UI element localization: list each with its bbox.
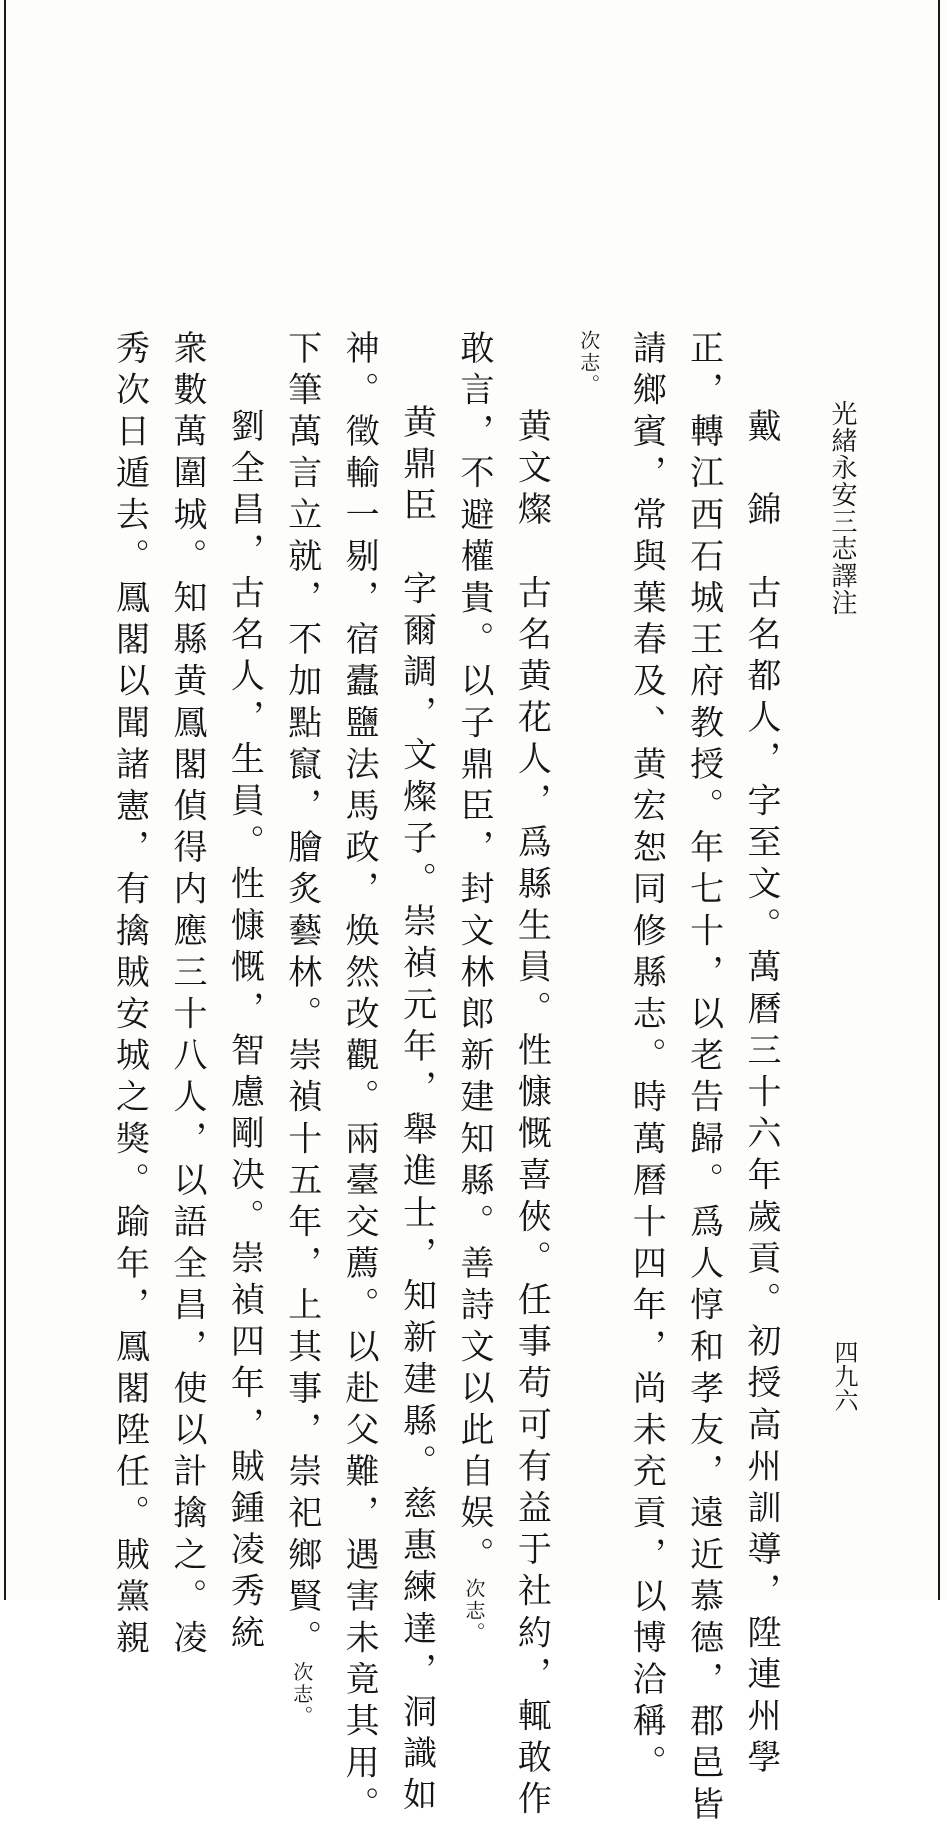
text-column-5 [502,330,559,1823]
column-text: 黄鼎臣 字爾調，文燦子。崇禎元年，舉進士，知新建縣。慈惠練達，洞識如 [396,404,437,1819]
column-text: 下筆萬言立就，不加點竄，膾炙藝林。崇禎十五年，上其事，崇祀鄉賢。 [281,330,322,1662]
column-text: 神。徵輸一剔，宿蠹鹽法馬政，焕然改觀。兩臺交薦。以赴父難，遇害未竟其用。 [339,330,380,1828]
column-text: 戴 錦 古名都人，字至文。萬曆三十六年歲貢。初授高州訓導，陞連州學 [741,408,781,1781]
body-text [100,330,789,1828]
text-column-6 [445,330,502,1644]
column-text: 請鄉賓，常與葉春及、黄宏恕同修縣志。時萬曆十四年，尚未充貢，以博洽稱。 [626,330,667,1786]
text-column-11 [158,330,215,1662]
left-margin-rule [4,0,6,1600]
text-column-4 [559,330,616,1600]
column-text: 衆數萬圍城。知縣黄鳳閣偵得内應三十八人，以語全昌，使以計擒之。凌 [166,330,207,1662]
column-text: 敢言，不避權貴。以子鼎臣，封文林郎新建知縣。善詩文以此自娱。 [453,330,494,1578]
text-column-9 [272,330,329,1728]
text-column-1 [732,330,789,1781]
text-column-3 [617,330,674,1786]
text-column-10 [215,330,272,1678]
running-header-title: 光緒永安三志譯注 [827,400,857,616]
source-note: 次志。 [289,1661,314,1728]
text-column-7 [387,330,444,1819]
column-text: 劉全昌，古名人，生員。性慷慨，智慮剛决。崇禎四年，賊鍾凌秀統 [224,408,265,1656]
source-note: 次志。 [576,330,601,396]
source-note: 次志。 [461,1578,486,1644]
text-column-2 [674,330,731,1828]
column-text: 黄文燦 古名黄花人，爲縣生員。性慷慨喜俠。任事苟可有益于社約，輒敢作 [511,408,552,1823]
text-column-12 [100,330,157,1662]
column-text: 正，轉江西石城王府教授。年七十，以老告歸。爲人惇和孝友，遠近慕德，郡邑皆 [683,330,724,1828]
right-margin-rule [938,0,940,1600]
column-text: 秀次日遁去。鳳閣以聞諸憲，有擒賊安城之獎。踰年，鳳閣陞任。賊黨親 [109,330,150,1662]
text-column-8 [330,330,387,1828]
page-number: 四九六 [830,1340,858,1412]
